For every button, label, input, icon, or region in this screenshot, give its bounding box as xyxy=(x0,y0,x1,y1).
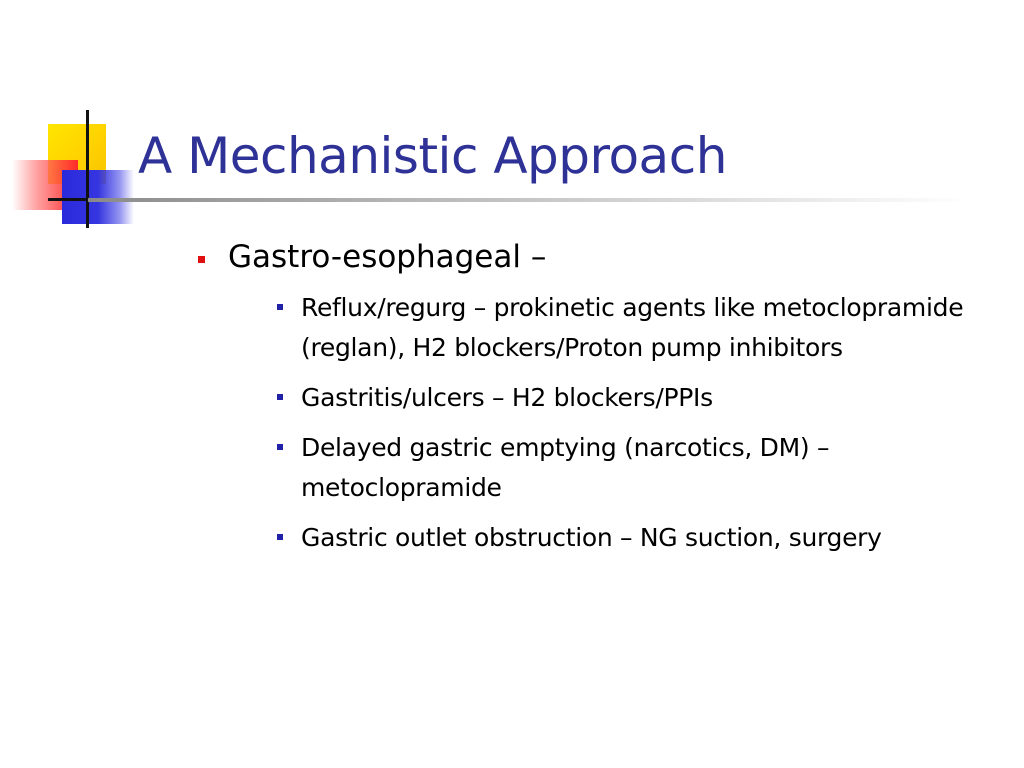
square-bullet-icon xyxy=(198,256,205,263)
blue-square xyxy=(62,170,134,224)
square-bullet-icon xyxy=(277,534,283,540)
square-bullet-icon xyxy=(277,394,283,400)
sub-bullet-item-reflux xyxy=(276,288,1008,368)
title-underline xyxy=(88,198,968,202)
sub-bullet-text: Gastric outlet obstruction – NG suction, surgery xyxy=(301,523,882,552)
bullet-list xyxy=(198,236,1008,558)
slide-content xyxy=(198,236,1008,568)
sub-bullet-text: Gastritis/ulcers – H2 blockers/PPIs xyxy=(301,383,713,412)
sub-bullet-item-delayed-emptying xyxy=(276,428,1008,508)
sub-bullet-text: Delayed gastric emptying (narcotics, DM) – metoclopramide xyxy=(301,433,830,502)
logo-vertical-line xyxy=(86,110,89,228)
decorative-squares-logo xyxy=(0,0,150,240)
sub-bullet-item-outlet-obstruction xyxy=(276,518,1008,558)
sub-bullet-list xyxy=(276,288,1008,558)
bullet-item-gastro-esophageal xyxy=(198,236,1008,558)
sub-bullet-text: Reflux/regurg – prokinetic agents like metoclopramide (reglan), H2 blockers/Proton pump inhibitors xyxy=(301,293,964,362)
sub-bullet-item-gastritis xyxy=(276,378,1008,418)
bullet-text: Gastro-esophageal – xyxy=(228,239,547,275)
square-bullet-icon xyxy=(277,304,283,310)
slide-title: A Mechanistic Approach xyxy=(138,127,727,185)
square-bullet-icon xyxy=(277,444,283,450)
